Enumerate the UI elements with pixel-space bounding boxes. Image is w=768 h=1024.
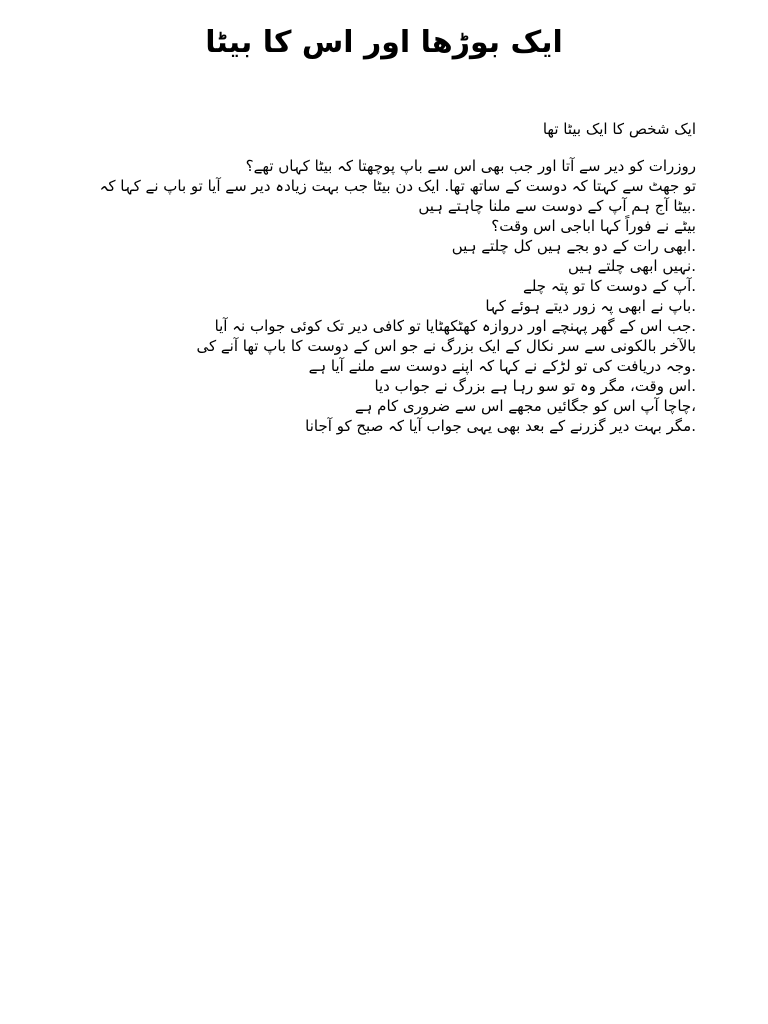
page-title: ایک بوڑھا اور اس کا بیٹا: [205, 25, 563, 60]
text-line: .آپ کے دوست کا تو پتہ چلے: [523, 277, 696, 295]
text-line: بالآخر بالکونی سے سر نکال کے ایک بزرگ نے جو اس کے دوست کا باپ تھا آنے کی: [196, 337, 696, 355]
story-body: [96, 156, 696, 436]
text-line: .وجہ دریافت کی تو لڑکے نے کہا کہ اپنے دوست سے ملنے آیا ہے: [308, 357, 696, 375]
text-line: روزرات کو دیر سے آتا اور جب بھی اس سے باپ پوچھتا کہ بیٹا کہاں تھے؟: [245, 157, 696, 175]
text-line: .مگر بہت دیر گزرنے کے بعد بھی یہی جواب آیا کہ صبح کو آجانا: [305, 417, 696, 435]
intro-line: ایک شخص کا ایک بیٹا تھا: [542, 120, 696, 138]
text-line: .نہیں ابھی چلتے ہیں: [567, 257, 696, 275]
text-line: .اس وقت، مگر وہ تو سو رہا ہے بزرگ نے جواب دیا: [374, 377, 696, 395]
text-line: .بیٹا آج ہم آپ کے دوست سے ملنا چاہتے ہیں: [418, 197, 696, 215]
text-line: .باپ نے ابھی پہ زور دیتے ہوئے کہا: [485, 297, 696, 315]
text-line: بیٹے نے فوراً کہا اباجی اس وقت؟: [491, 217, 696, 235]
text-line: .ابھی رات کے دو بجے ہیں کل چلتے ہیں: [451, 237, 696, 255]
text-line: .جب اس کے گھر پہنچے اور دروازہ کھٹکھٹایا تو کافی دیر تک کوئی جواب نہ آیا: [214, 317, 696, 335]
text-line: ،چاچا آپ اس کو جگائیں مجھے اس سے ضروری کام ہے: [354, 397, 696, 415]
text-line: تو جھٹ سے کہتا کہ دوست کے ساتھ تھا. ایک دن بیٹا جب بہت زیادہ دیر سے آیا تو باپ نے کہا کہ: [99, 177, 696, 195]
